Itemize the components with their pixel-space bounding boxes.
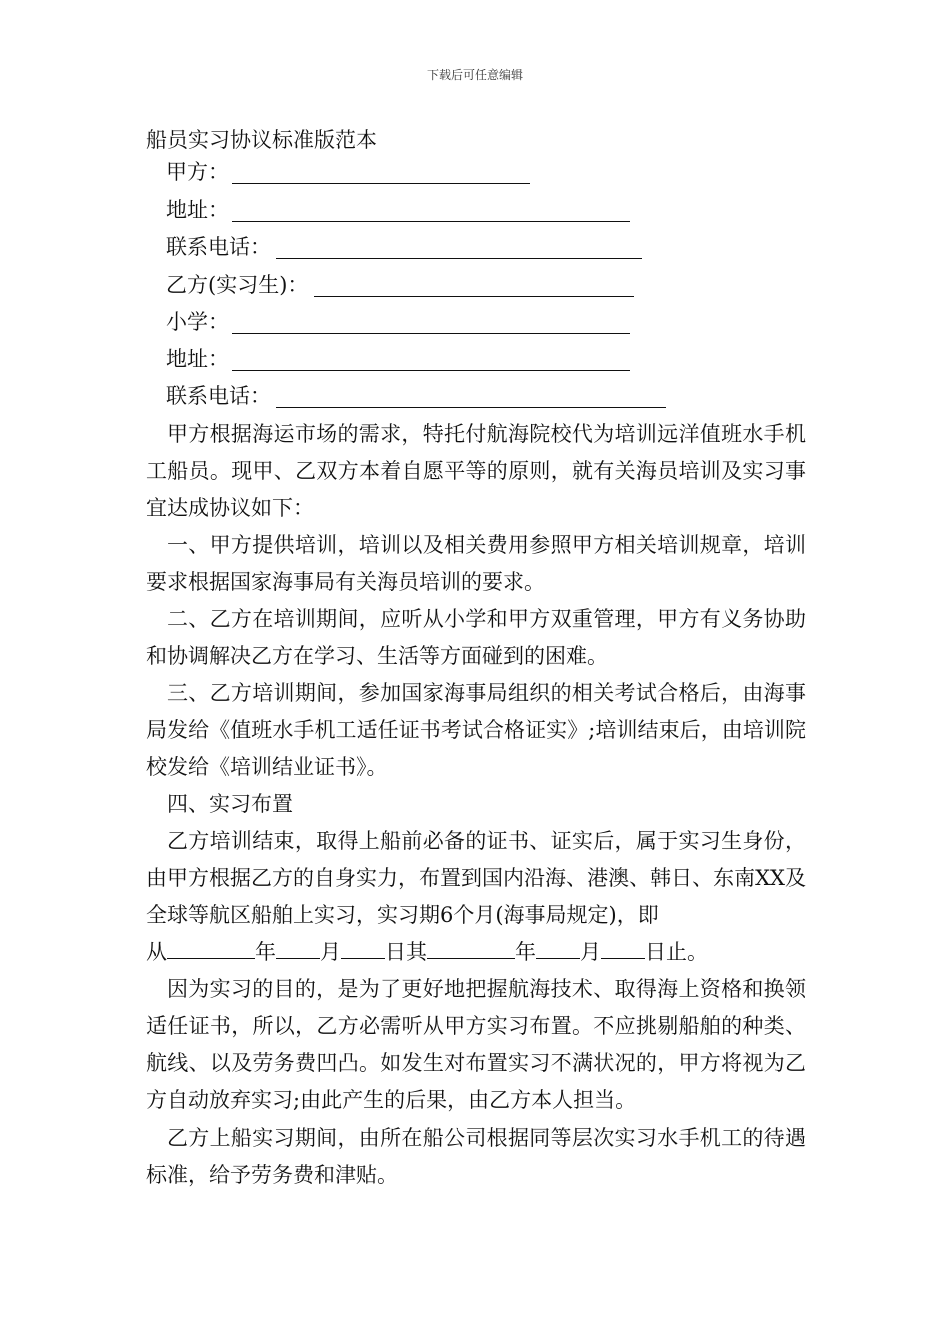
start-day-label: 日其: [385, 940, 427, 964]
field-label: 地址：: [166, 347, 229, 371]
intro-paragraph: 甲方根据海运市场的需求，特托付航海院校代为培训远洋值班水手机工船员。现甲、乙双方本着自愿平等的原则，就有关海员培训及实习事宜达成协议如下：: [146, 422, 806, 520]
field-school: [166, 308, 229, 336]
field-address-b: [166, 345, 229, 373]
fill-in-line: [232, 370, 630, 371]
field-label: 乙方(实习生)：: [166, 273, 309, 297]
fill-in-line: [232, 183, 530, 184]
field-phone-a: [166, 233, 271, 261]
end-month-label: 月: [580, 940, 601, 964]
clause-4-heading: 四、实习布置: [167, 792, 293, 816]
start-year-blank: [167, 938, 255, 959]
field-party-a: [166, 158, 229, 186]
field-label: 甲方：: [166, 160, 229, 184]
header-note: 下载后可任意编辑: [426, 68, 523, 82]
clause-3: 三、乙方培训期间，参加国家海事局组织的相关考试合格后，由海事局发给《值班水手机工适任证书考试合格证实》;培训结束后，由培训院校发给《培训结业证书》。: [146, 681, 806, 779]
start-year-label: 年: [255, 940, 276, 964]
end-year-blank: [427, 938, 515, 959]
end-year-label: 年: [515, 940, 536, 964]
field-party-b: [166, 271, 308, 299]
start-month-blank: [276, 938, 320, 959]
end-day-blank: [601, 938, 645, 959]
fill-in-line: [232, 333, 630, 334]
clause-4-body: [146, 823, 806, 934]
internship-date-line: [146, 934, 806, 971]
start-month-label: 月: [320, 940, 341, 964]
end-month-blank: [536, 938, 580, 959]
date-prefix: 从: [146, 940, 167, 964]
purpose-paragraph: 因为实习的目的，是为了更好地把握航海技术、取得海上资格和换领适任证书，所以，乙方必需听从甲方实习布置。不应挑剔船舶的种类、航线、以及劳务费凹凸。如发生对布置实习不满状况的，甲方将视为乙方自动放弃实习;由此产生的后果，由乙方本人担当。: [146, 977, 806, 1112]
field-label: 地址：: [166, 198, 229, 222]
compensation-paragraph: 乙方上船实习期间，由所在船公司根据同等层次实习水手机工的待遇标准，给予劳务费和津贴。: [146, 1126, 806, 1187]
fill-in-line: [276, 407, 666, 408]
fill-in-line: [314, 296, 634, 297]
end-day-label: 日止。: [645, 940, 708, 964]
fill-in-line: [276, 258, 642, 259]
clause-4-text: 乙方培训结束，取得上船前必备的证书、证实后，属于实习生身份，由甲方根据乙方的自身实力，布置到国内沿海、港澳、韩日、东南XX及全球等航区船舶上实习，实习期6个月(海事局规定)，即: [146, 829, 806, 927]
field-label: 联系电话：: [166, 384, 271, 408]
document-title: 船员实习协议标准版范本: [146, 128, 377, 152]
fill-in-line: [232, 221, 630, 222]
field-phone-b: [166, 382, 271, 410]
start-day-blank: [341, 938, 385, 959]
field-label: 小学：: [166, 310, 229, 334]
clause-1: 一、甲方提供培训，培训以及相关费用参照甲方相关培训规章，培训要求根据国家海事局有关海员培训的要求。: [146, 533, 806, 594]
field-address-a: [166, 196, 229, 224]
field-label: 联系电话：: [166, 235, 271, 259]
clause-2: 二、乙方在培训期间，应听从小学和甲方双重管理，甲方有义务协助和协调解决乙方在学习、生活等方面碰到的困难。: [146, 607, 806, 668]
